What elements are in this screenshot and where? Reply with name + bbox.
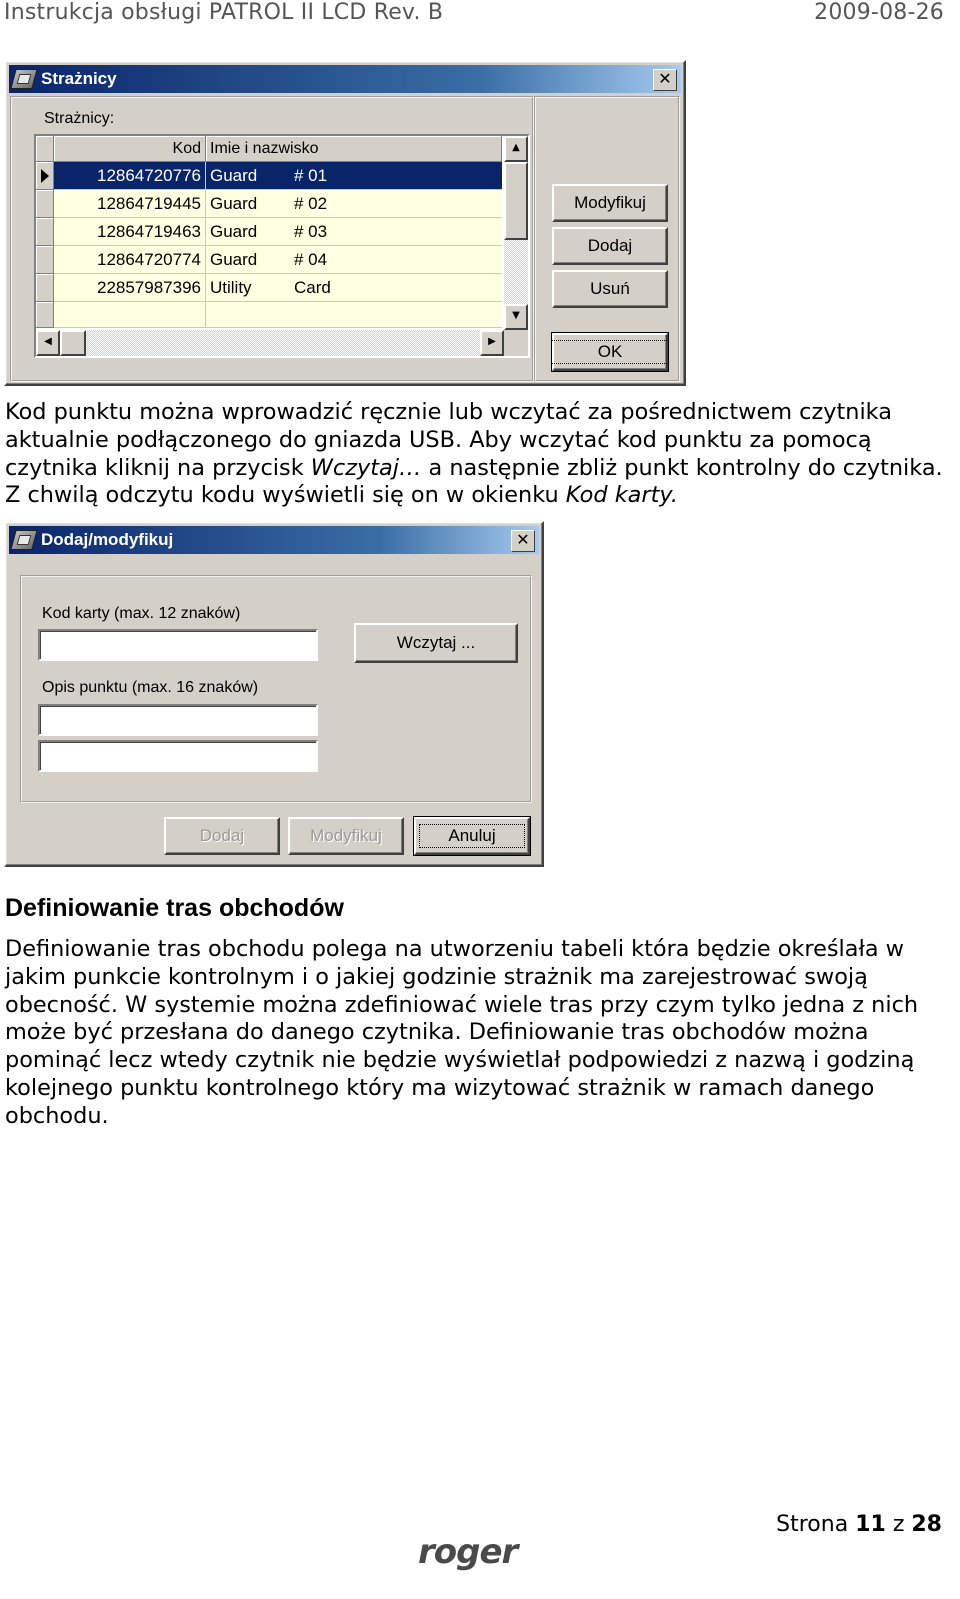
scroll-right-icon[interactable]: ▶: [480, 330, 504, 356]
delete-button[interactable]: Usuń: [552, 270, 668, 308]
card-code-input[interactable]: [38, 629, 318, 661]
add-button[interactable]: Dodaj: [552, 227, 668, 265]
modify-button[interactable]: Modyfikuj: [552, 184, 668, 222]
close-icon[interactable]: ✕: [511, 530, 535, 552]
paragraph-routes: Definiowanie tras obchodu polega na utworzeniu tabeli która będzie określała w jakim punkcie kontrolnym i o jakiej godzinie strażnik ma zarejestrować swoją obecność. W systemie można zdefiniować wiele tras przy czym tylko jedna z nich może być przesłana do danego czytnika. Definiowanie tras obchodów można pominąć lecz wtedy czytnik nie będzie wyświetlał podpowiedzi z nazwą i godziną kolejnego punktu kontrolnego który ma wizytować strażnik w ramach danego obchodu.: [5, 936, 919, 1129]
guards-group-label: Strażnicy:: [44, 110, 115, 127]
guards-grid[interactable]: [34, 134, 530, 358]
guards-window-titlebar[interactable]: [9, 65, 681, 93]
page-prefix: Strona: [776, 1512, 849, 1537]
section-title: Definiowanie tras obchodów: [5, 894, 344, 922]
para1-text-c: a następnie zbliż punkt kontrolny do czytnika. Z chwilą odczytu kodu wyświetli się on w okienku: [5, 454, 943, 509]
point-description-input-1[interactable]: [38, 704, 318, 736]
cell-first-name: Guard: [206, 162, 290, 190]
cell-kod: 22857987396: [54, 274, 206, 302]
close-icon[interactable]: ✕: [653, 69, 677, 91]
row-indicator: [36, 190, 54, 218]
add-button-disabled[interactable]: Dodaj: [164, 817, 280, 855]
grid-header-indicator: [36, 136, 54, 162]
add-modify-window: [4, 521, 544, 867]
table-row[interactable]: [36, 190, 502, 218]
point-description-label: Opis punktu (max. 16 znaków): [42, 679, 259, 696]
cell-kod: 12864719463: [54, 218, 206, 246]
guards-window: [4, 60, 686, 386]
modify-button-disabled[interactable]: Modyfikuj: [288, 817, 404, 855]
row-indicator: [36, 302, 54, 328]
read-button[interactable]: Wczytaj ...: [354, 623, 518, 663]
add-modify-window-titlebar[interactable]: [9, 526, 539, 554]
point-description-input-2[interactable]: [38, 740, 318, 772]
para1-card-field-ref: Kod karty.: [565, 482, 679, 509]
cell-first-name: Guard: [206, 190, 290, 218]
row-indicator-icon: [36, 162, 54, 190]
scroll-left-icon[interactable]: ◀: [36, 330, 60, 356]
page-number: [776, 1512, 942, 1537]
paragraph-read-code: [5, 399, 955, 510]
row-indicator: [36, 218, 54, 246]
vertical-scrollbar[interactable]: [504, 136, 528, 330]
table-row[interactable]: [36, 162, 502, 190]
cell-kod: 12864719445: [54, 190, 206, 218]
scroll-up-icon[interactable]: ▲: [504, 136, 528, 162]
app-icon: [10, 530, 37, 550]
page-sep: z: [892, 1512, 905, 1537]
table-row-empty: [36, 302, 502, 328]
column-header-kod[interactable]: Kod: [54, 136, 206, 162]
ok-button[interactable]: [552, 333, 668, 371]
cell-first-name: Guard: [206, 246, 290, 274]
page-total: 28: [911, 1512, 942, 1537]
guards-window-title: Strażnicy: [41, 69, 117, 88]
row-indicator: [36, 246, 54, 274]
page-current: 11: [855, 1512, 886, 1537]
grid-header: [36, 136, 502, 162]
doc-header-title: Instrukcja obsługi PATROL II LCD Rev. B: [4, 0, 444, 25]
ok-button-label: OK: [551, 340, 670, 364]
scroll-corner: [504, 330, 528, 356]
doc-header-date: 2009-08-26: [814, 0, 944, 25]
horizontal-scroll-thumb[interactable]: [60, 330, 86, 356]
cell-first-name: Guard: [206, 218, 290, 246]
column-header-name[interactable]: Imie i nazwisko: [206, 136, 502, 162]
cell-first-name: Utility: [206, 274, 290, 302]
scroll-down-icon[interactable]: ▼: [504, 304, 528, 330]
table-row[interactable]: [36, 218, 502, 246]
cell-kod: 12864720774: [54, 246, 206, 274]
cell-empty: [206, 302, 290, 328]
cancel-button-label: Anuluj: [419, 824, 524, 848]
table-row[interactable]: [36, 274, 502, 302]
vertical-scroll-thumb[interactable]: [504, 162, 528, 240]
cell-last-name: # 01: [290, 162, 502, 190]
app-icon: [10, 69, 37, 89]
horizontal-scrollbar[interactable]: [36, 330, 504, 356]
cancel-button[interactable]: [414, 817, 530, 855]
add-modify-window-title: Dodaj/modyfikuj: [41, 530, 174, 549]
roger-logo: roger: [418, 1532, 518, 1572]
cell-last-name: Card: [290, 274, 502, 302]
cell-kod: 12864720776: [54, 162, 206, 190]
cell-last-name: # 03: [290, 218, 502, 246]
table-row[interactable]: [36, 246, 502, 274]
para1-read-button-ref: Wczytaj…: [310, 454, 422, 481]
row-indicator: [36, 274, 54, 302]
card-code-label: Kod karty (max. 12 znaków): [42, 605, 241, 622]
cell-last-name: # 02: [290, 190, 502, 218]
cell-last-name: # 04: [290, 246, 502, 274]
cell-empty: [290, 302, 502, 328]
cell-empty: [54, 302, 206, 328]
para1-text-a: Kod punktu można wprowadzić ręcznie lub wczytać za pośrednictwem czytnika aktualnie podłączonego do gniazda USB. Aby wczytać kod punktu za pomocą czytnika kliknij na przycisk: [5, 399, 892, 481]
